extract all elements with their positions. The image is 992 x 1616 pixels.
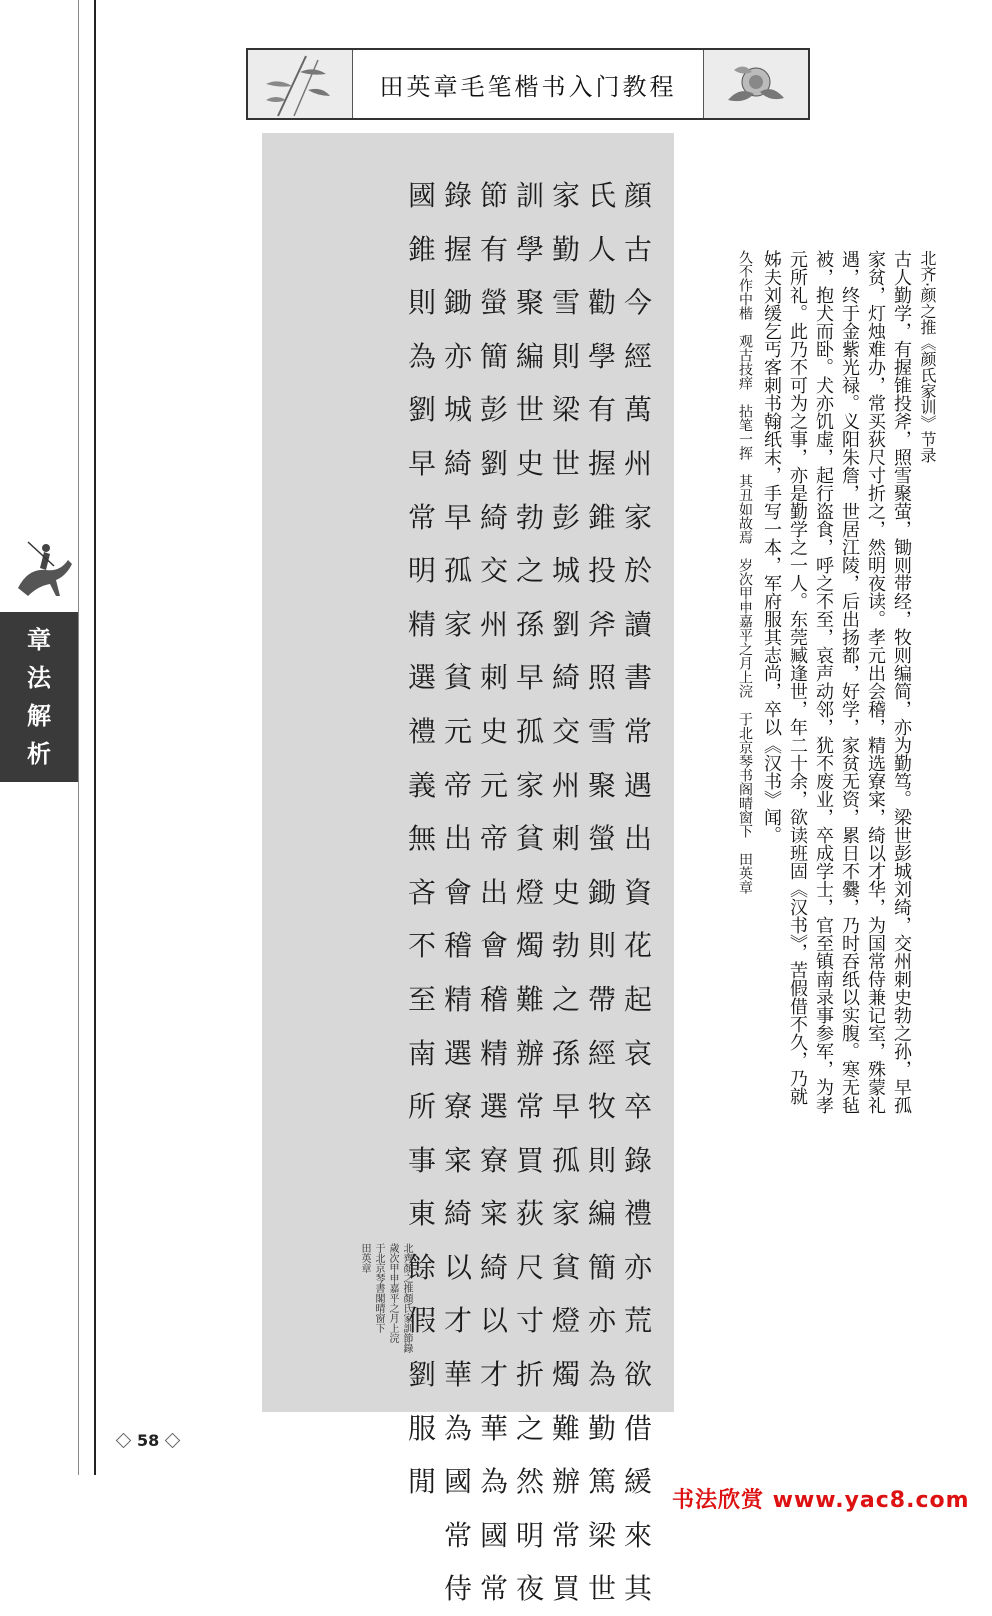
calligraphy-char: 則	[551, 339, 580, 373]
calligraphy-char: 孤	[551, 1143, 580, 1177]
calligraphy-column	[584, 169, 620, 1616]
calligraphy-char: 斧	[587, 607, 616, 641]
calligraphy-char: 交	[551, 714, 580, 748]
calligraphy-char: 常	[443, 1518, 472, 1552]
calligraphy-char: 會	[443, 875, 472, 909]
calligraphy-char: 萬	[623, 393, 652, 427]
calligraphy-char: 綺	[443, 446, 472, 480]
calligraphy-char: 才	[443, 1304, 472, 1338]
calligraphy-char: 尺	[515, 1250, 544, 1284]
calligraphy-char: 其	[623, 1572, 652, 1606]
calligraphy-char: 早	[443, 500, 472, 534]
calligraphy-char: 握	[443, 232, 472, 266]
calligraphy-char: 國	[407, 179, 436, 212]
calligraphy-char: 鋤	[587, 875, 616, 909]
calligraphy-column	[620, 169, 656, 1616]
transcription-text	[690, 250, 940, 1450]
calligraphy-char: 綺	[479, 1250, 508, 1284]
calligraphy-char: 綺	[443, 1197, 472, 1231]
calligraphy-char: 侍	[443, 1572, 472, 1606]
calligraphy-char: 哀	[623, 1036, 652, 1070]
book-title: 田英章毛笔楷书入门教程	[379, 72, 677, 101]
calligraphy-char: 家	[551, 1197, 580, 1231]
calligraphy-char: 勃	[551, 929, 580, 963]
calligraphy-char: 錄	[623, 1143, 652, 1177]
calligraphy-char: 買	[551, 1572, 580, 1606]
calligraphy-char: 家	[515, 768, 544, 802]
peony-ornament-icon	[703, 50, 808, 118]
text-line: 家贫，灯烛难办，常买荻尺寸折之，然明夜读。孝元出会稽，精选寮寀，绮以才华，为国常侍兼记室，殊蒙礼	[865, 250, 886, 1114]
calligraphy-char: 為	[407, 339, 436, 373]
calligraphy-char: 無	[407, 822, 436, 856]
calligraphy-char: 寀	[479, 1197, 508, 1231]
text-line: 姊夫刘缓乞丐客刺书翰纸末，手写一本，军府服其志尚，卒以《汉书》闻。	[761, 250, 782, 844]
calligraphy-char: 常	[515, 1090, 544, 1124]
calligraphy-char: 亦	[443, 339, 472, 373]
calligraphy-char: 經	[587, 1036, 616, 1070]
calligraphy-char: 燈	[551, 1304, 580, 1338]
calligraphy-char: 錐	[407, 232, 436, 266]
calligraphy-char: 吝	[407, 875, 436, 909]
side-tab-char: 章	[27, 626, 51, 654]
site-watermark: 书法欣赏 www.yac8.com	[672, 1488, 970, 1513]
calligraphy-column	[440, 169, 476, 1616]
calligraphy-char: 辦	[515, 1036, 544, 1070]
calligraphy-char: 燈	[515, 875, 544, 909]
calligraphy-char: 禮	[623, 1197, 652, 1231]
inscription-column: 于北京琴書閣晴窗下	[373, 1243, 384, 1333]
calligraphy-char: 雪	[587, 714, 616, 748]
calligraphy-char: 之	[551, 982, 580, 1016]
side-tab-char: 法	[27, 664, 51, 692]
calligraphy-char: 荻	[515, 1197, 544, 1231]
calligraphy-char: 至	[407, 982, 436, 1016]
text-heading: 北齐·颜之推《颜氏家训》节录	[918, 250, 937, 464]
calligraphy-char: 夜	[515, 1572, 544, 1606]
calligraphy-char: 東	[407, 1197, 436, 1231]
calligraphy-char: 帶	[587, 982, 616, 1016]
calligraphy-char: 禮	[407, 714, 436, 748]
calligraphy-char: 勤	[587, 1411, 616, 1445]
calligraphy-char: 有	[479, 232, 508, 266]
calligraphy-char: 讀	[623, 607, 652, 641]
calligraphy-char: 寀	[443, 1143, 472, 1177]
calligraphy-char: 國	[479, 1518, 508, 1552]
calligraphy-char: 來	[623, 1518, 652, 1552]
calligraphy-char: 之	[515, 554, 544, 588]
calligraphy-char: 出	[443, 822, 472, 856]
calligraphy-char: 刺	[479, 661, 508, 695]
calligraphy-char: 史	[479, 714, 508, 748]
calligraphy-char: 亦	[623, 1250, 652, 1284]
calligraphy-char: 國	[443, 1465, 472, 1499]
calligraphy-char	[404, 1562, 440, 1616]
calligraphy-char: 牧	[587, 1090, 616, 1124]
calligraphy-char: 家	[623, 500, 652, 534]
calligraphy-char: 借	[623, 1411, 652, 1445]
inscription-column: 歲次甲申嘉平之月上浣	[387, 1243, 398, 1343]
calligraphy-char: 經	[623, 339, 652, 373]
calligraphy-char: 稽	[443, 929, 472, 963]
calligraphy-char: 照	[587, 661, 616, 695]
calligraphy-char: 交	[479, 554, 508, 588]
calligraphy-char: 史	[551, 875, 580, 909]
calligraphy-char: 元	[443, 714, 472, 748]
calligraphy-char: 帝	[479, 822, 508, 856]
calligraphy-char: 彭	[479, 393, 508, 427]
bamboo-ornament-icon	[248, 50, 353, 118]
calligraphy-char: 明	[515, 1518, 544, 1552]
inscription-column: 田英章	[359, 1243, 370, 1273]
calligraphy-char: 史	[515, 446, 544, 480]
calligraphy-columns	[404, 169, 656, 1616]
calligraphy-char: 會	[479, 929, 508, 963]
calligraphy-char: 選	[407, 661, 436, 695]
calligraphy-char: 有	[587, 393, 616, 427]
horse-rider-illustration-icon	[10, 532, 76, 602]
calligraphy-char: 書	[623, 661, 652, 695]
calligraphy-char: 常	[623, 714, 652, 748]
calligraphy-char: 州	[623, 446, 652, 480]
calligraphy-char: 勸	[587, 286, 616, 320]
side-tab-char: 解	[27, 702, 51, 730]
calligraphy-char: 才	[479, 1358, 508, 1392]
calligraphy-char: 明	[407, 554, 436, 588]
calligraphy-char: 綺	[551, 661, 580, 695]
text-footnote: 久不作中楷 观古技痒 拈笔一挥 其丑如故焉 岁次甲申嘉平之月上浣 于北京琴书阁晴窗下 田英章	[737, 250, 753, 894]
calligraphy-char: 孤	[515, 714, 544, 748]
calligraphy-char: 稽	[479, 982, 508, 1016]
calligraphy-char: 常	[551, 1518, 580, 1552]
calligraphy-char: 難	[551, 1411, 580, 1445]
calligraphy-char: 雪	[551, 286, 580, 320]
header-banner	[246, 48, 810, 120]
calligraphy-char: 餘	[407, 1250, 436, 1284]
calligraphy-char: 勃	[515, 500, 544, 534]
calligraphy-char: 聚	[587, 768, 616, 802]
calligraphy-char: 簡	[479, 339, 508, 373]
calligraphy-char: 荒	[623, 1304, 652, 1338]
calligraphy-char: 帝	[443, 768, 472, 802]
calligraphy-char: 篤	[587, 1465, 616, 1499]
calligraphy-char: 為	[443, 1411, 472, 1445]
calligraphy-char: 精	[407, 607, 436, 641]
calligraphy-char: 遇	[623, 768, 652, 802]
calligraphy-char: 貧	[515, 822, 544, 856]
calligraphy-char: 假	[407, 1304, 436, 1338]
calligraphy-char: 劉	[551, 607, 580, 641]
calligraphy-char: 寸	[515, 1304, 544, 1338]
calligraphy-char: 孫	[551, 1036, 580, 1070]
calligraphy-char: 世	[515, 393, 544, 427]
calligraphy-column	[548, 169, 584, 1616]
calligraphy-char: 精	[443, 982, 472, 1016]
calligraphy-char: 投	[587, 554, 616, 588]
calligraphy-char: 服	[407, 1411, 436, 1445]
calligraphy-char: 難	[515, 982, 544, 1016]
calligraphy-char: 家	[443, 607, 472, 641]
calligraphy-char: 勤	[551, 232, 580, 266]
diamond-icon	[116, 1433, 132, 1449]
calligraphy-char: 握	[587, 446, 616, 480]
page-number-value: 58	[137, 1431, 160, 1450]
calligraphy-char: 則	[407, 286, 436, 320]
calligraphy-char: 彭	[551, 500, 580, 534]
calligraphy-char: 梁	[551, 393, 580, 427]
calligraphy-char: 城	[443, 393, 472, 427]
text-line: 被，抱犬而卧。犬亦饥虚，起行盗食，呼之不至，哀声动邻，犹不废业，卒成学士，官至镇南录事参军，为孝	[813, 250, 834, 1114]
calligraphy-panel	[262, 133, 674, 1606]
calligraphy-char: 閒	[407, 1465, 436, 1499]
calligraphy-char: 則	[587, 929, 616, 963]
calligraphy-char: 資	[623, 875, 652, 909]
calligraphy-char: 選	[443, 1036, 472, 1070]
calligraphy-char: 家	[551, 179, 580, 212]
calligraphy-char: 世	[587, 1572, 616, 1606]
calligraphy-char: 以	[479, 1304, 508, 1338]
calligraphy-char: 鋤	[443, 286, 472, 320]
calligraphy-char: 以	[443, 1250, 472, 1284]
calligraphy-char: 買	[515, 1143, 544, 1177]
calligraphy-char: 華	[479, 1411, 508, 1445]
calligraphy-char: 孫	[515, 607, 544, 641]
calligraphy-char: 孤	[443, 554, 472, 588]
text-line: 元所礼。此乃不可为之事，亦是勤学之一人。东莞臧逢世，年二十余，欲读班固《汉书》，苦假借不久，乃就	[787, 250, 808, 1105]
margin-rule-outer	[94, 0, 96, 1475]
calligraphy-char: 常	[407, 500, 436, 534]
calligraphy-char: 綺	[479, 500, 508, 534]
calligraphy-char: 州	[551, 768, 580, 802]
calligraphy-column	[404, 169, 440, 1616]
calligraphy-char: 寮	[443, 1090, 472, 1124]
calligraphy-char: 義	[407, 768, 436, 802]
calligraphy-char: 世	[551, 446, 580, 480]
calligraphy-column	[512, 169, 548, 1616]
calligraphy-char: 欲	[623, 1358, 652, 1392]
calligraphy-char: 卒	[623, 1090, 652, 1124]
calligraphy-char: 州	[479, 607, 508, 641]
section-tab-composition-analysis	[0, 612, 78, 782]
calligraphy-char: 常	[479, 1572, 508, 1606]
calligraphy-char: 亦	[587, 1304, 616, 1338]
calligraphy-char: 燭	[551, 1358, 580, 1392]
calligraphy-char: 城	[551, 554, 580, 588]
calligraphy-char: 古	[623, 232, 652, 266]
calligraphy-char: 人	[587, 232, 616, 266]
calligraphy-char: 寮	[479, 1143, 508, 1177]
calligraphy-char: 劉	[407, 1358, 436, 1392]
calligraphy-char: 選	[479, 1090, 508, 1124]
calligraphy-char: 早	[551, 1090, 580, 1124]
text-line: 遇，终于金紫光禄。义阳朱詹，世居江陵，后出扬都，好学，家贫无资，累日不爨，乃时吞纸以实腹。寒无毡	[839, 250, 860, 1114]
calligraphy-char: 燭	[515, 929, 544, 963]
side-tab-char: 析	[27, 740, 51, 768]
calligraphy-char: 為	[479, 1465, 508, 1499]
calligraphy-char: 螢	[587, 822, 616, 856]
calligraphy-char: 劉	[479, 446, 508, 480]
calligraphy-char: 之	[515, 1411, 544, 1445]
calligraphy-char: 氏	[587, 179, 616, 212]
calligraphy-char: 華	[443, 1358, 472, 1392]
calligraphy-char: 螢	[479, 286, 508, 320]
calligraphy-char: 劉	[407, 393, 436, 427]
calligraphy-char: 早	[407, 446, 436, 480]
diamond-icon	[165, 1433, 181, 1449]
calligraphy-char: 花	[623, 929, 652, 963]
calligraphy-char: 學	[587, 339, 616, 373]
calligraphy-char: 編	[587, 1197, 616, 1231]
text-line: 古人勤学，有握锥投斧，照雪聚萤，锄则带经，牧则编简，亦为勤笃。梁世彭城刘绮，交州刺史勃之孙，早孤	[891, 250, 912, 1114]
page-number	[118, 1431, 178, 1450]
calligraphy-char: 貧	[443, 661, 472, 695]
calligraphy-column	[476, 169, 512, 1616]
calligraphy-inscription	[358, 1243, 412, 1353]
calligraphy-char: 然	[515, 1465, 544, 1499]
calligraphy-char: 學	[515, 232, 544, 266]
calligraphy-char: 則	[587, 1143, 616, 1177]
calligraphy-char: 出	[623, 822, 652, 856]
calligraphy-char: 節	[479, 179, 508, 212]
calligraphy-char: 梁	[587, 1518, 616, 1552]
calligraphy-char: 早	[515, 661, 544, 695]
calligraphy-char: 刺	[551, 822, 580, 856]
calligraphy-char: 所	[407, 1090, 436, 1124]
calligraphy-char: 精	[479, 1036, 508, 1070]
calligraphy-char: 簡	[587, 1250, 616, 1284]
calligraphy-char: 事	[407, 1143, 436, 1177]
calligraphy-char: 聚	[515, 286, 544, 320]
calligraphy-char: 南	[407, 1036, 436, 1070]
calligraphy-char	[404, 1509, 440, 1563]
calligraphy-char: 貧	[551, 1250, 580, 1284]
calligraphy-char: 辦	[551, 1465, 580, 1499]
calligraphy-char: 錄	[443, 179, 472, 212]
calligraphy-char: 元	[479, 768, 508, 802]
calligraphy-char: 錐	[587, 500, 616, 534]
calligraphy-char: 不	[407, 929, 436, 963]
calligraphy-char: 起	[623, 982, 652, 1016]
calligraphy-char: 編	[515, 339, 544, 373]
calligraphy-char: 今	[623, 286, 652, 320]
margin-rule-inner	[78, 0, 79, 1475]
calligraphy-char: 顔	[623, 179, 652, 212]
calligraphy-char: 折	[515, 1358, 544, 1392]
inscription-column: 北齊顏之推顏氏家訓節錄	[401, 1243, 412, 1353]
calligraphy-char: 為	[587, 1358, 616, 1392]
calligraphy-char: 出	[479, 875, 508, 909]
calligraphy-char: 訓	[515, 179, 544, 212]
calligraphy-char: 於	[623, 554, 652, 588]
calligraphy-char: 緩	[623, 1465, 652, 1499]
